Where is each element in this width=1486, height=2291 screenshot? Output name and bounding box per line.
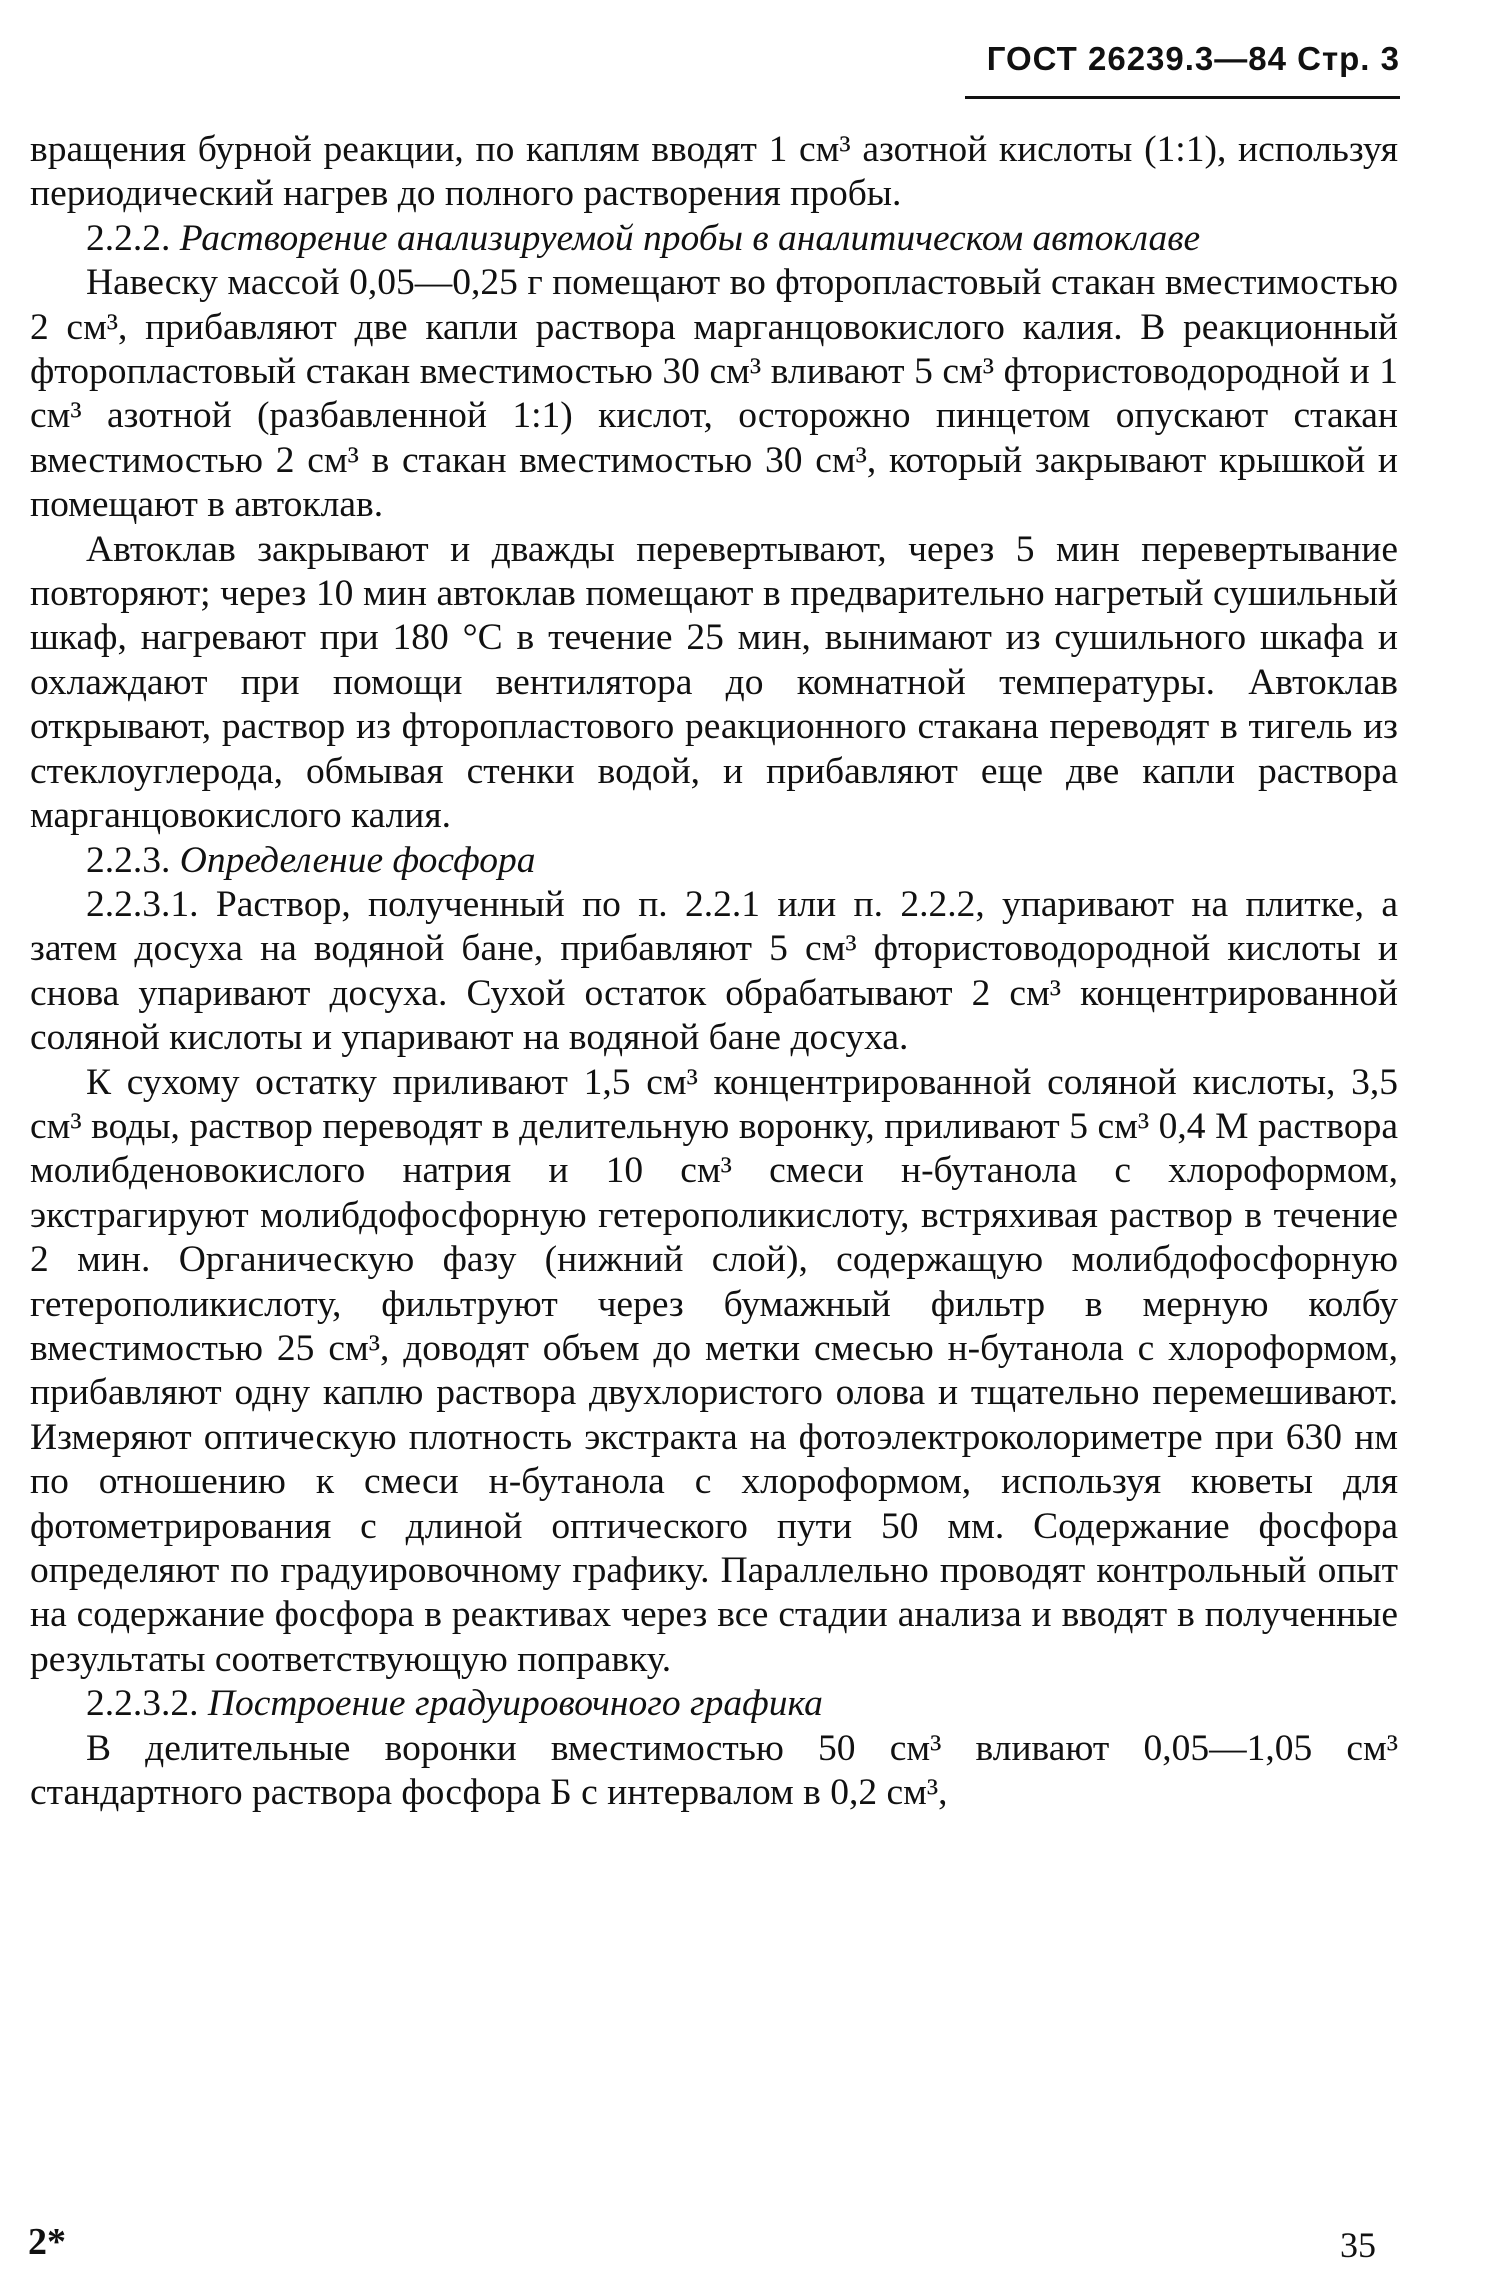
section-number: 2.2.3.2. xyxy=(86,1683,199,1725)
section-heading-2-2-3-2 xyxy=(30,1682,1398,1726)
paragraph xyxy=(30,261,1398,527)
page-number: 35 xyxy=(1340,2225,1376,2265)
paragraph-text: Навеску массой 0,05—0,25 г помещают во фторопластовый стакан вместимостью 2 см³, прибавляют две капли раствора марганцовокислого калия. В реакционный фторопластовый стакан вместимостью 30 см³ вливают 5 см³ фтористоводородной и 1 см³ азотной (разбавленной 1:1) кислот, осторожно пинцетом опускают стакан вместимостью 2 см³ в стакан вместимостью 30 см³, который закрывают крышкой и помещают в автоклав. xyxy=(30,262,1398,526)
header-rule xyxy=(965,96,1400,99)
paragraph xyxy=(30,1061,1398,1683)
paragraph-continuation xyxy=(30,128,1398,217)
paragraph-text: 2.2.3.1. Раствор, полученный по п. 2.2.1 или п. 2.2.2, упаривают на плитке, а затем досуха на водяной бане, прибавляют 5 см³ фтористоводородной кислоты и снова упаривают досуха. Сухой остаток обрабатывают 2 см³ концентрированной соляной кислоты и упаривают на водяной бане досуха. xyxy=(30,883,1398,1059)
paragraph-text: Автоклав закрывают и дважды перевертывают, через 5 мин перевертывание повторяют; через 10 мин автоклав помещают в предварительно нагретый сушильный шкаф, нагревают при 180 °С в течение 25 мин, вынимают из сушильного шкафа и охлаждают при помощи вентилятора до комнатной температуры. Автоклав открывают, раствор из фторопластового реакционного стакана переводят в тигель из стеклоуглерода, обмывая стенки водой, и прибавляют еще две капли раствора марганцовокислого калия. xyxy=(30,528,1398,837)
section-number: 2.2.3. xyxy=(86,839,171,881)
paragraph xyxy=(30,1727,1398,1816)
paragraph xyxy=(30,883,1398,1061)
section-title: Растворение анализируемой пробы в аналитическом автоклаве xyxy=(179,217,1201,259)
paragraph-text: В делительные воронки вместимостью 50 см³ вливают 0,05—1,05 см³ стандартного раствора фосфора Б с интервалом в 0,2 см³, xyxy=(30,1727,1398,1814)
running-header: ГОСТ 26239.3—84 Стр. 3 xyxy=(986,40,1400,77)
section-heading-2-2-2 xyxy=(30,217,1398,261)
signature-mark: 2* xyxy=(28,2221,66,2263)
section-title: Построение градуировочного графика xyxy=(207,1683,823,1725)
paragraph-text: К сухому остатку приливают 1,5 см³ концентрированной соляной кислоты, 3,5 см³ воды, раствор переводят в делительную воронку, приливают 5 см³ 0,4 М раствора молибденовокислого натрия и 10 см³ смеси н-бутанола с хлороформом, экстрагируют молибдофосфорную гетерополикислоту, встряхивая раствор в течение 2 мин. Органическую фазу (нижний слой), содержащую молибдофосфорную гетерополикислоту, фильтруют через бумажный фильтр в мерную колбу вместимостью 25 см³, доводят объем до метки смесью н-бутанола с хлороформом, прибавляют одну каплю раствора двухлористого олова и тщательно перемешивают. Измеряют оптическую плотность экстракта на фотоэлектроколориметре при 630 нм по отношению к смеси н-бутанола с хлороформом, используя кюветы для фотометрирования с длиной оптического пути 50 мм. Содержание фосфора определяют по градуировочному графику. Параллельно проводят контрольный опыт на содержание фосфора в реактивах через все стадии анализа и вводят в полученные результаты соответствующую поправку. xyxy=(30,1061,1398,1680)
paragraph xyxy=(30,528,1398,839)
paragraph-text: вращения бурной реакции, по каплям вводят 1 см³ азотной кислоты (1:1), используя периодический нагрев до полного растворения пробы. xyxy=(30,129,1398,215)
body-text xyxy=(30,128,1398,1815)
section-title: Определение фосфора xyxy=(179,839,536,881)
section-heading-2-2-3 xyxy=(30,839,1398,883)
section-number: 2.2.2. xyxy=(86,217,171,259)
